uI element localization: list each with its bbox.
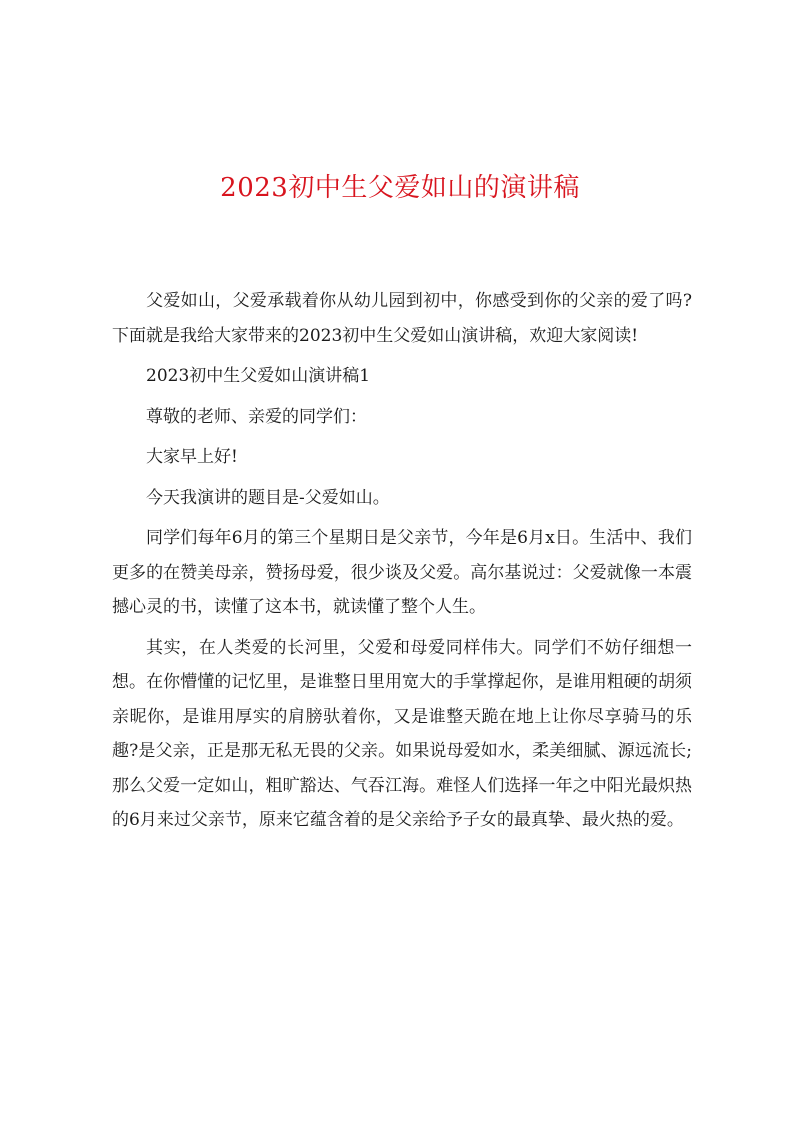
paragraph-speech-heading: 2023初中生父爱如山演讲稿1: [146, 366, 371, 386]
paragraph-good-morning: 大家早上好!: [146, 447, 238, 467]
paragraph-intro: 父爱如山，父爱承载着你从幼儿园到初中，你感受到你的父亲的爱了吗? 下面就是我给大家带来的2023初中生父爱如山演讲稿，欢迎大家阅读!: [112, 291, 692, 346]
document-title: 2023初中生父爱如山的演讲稿: [220, 173, 580, 203]
paragraph-father-love: 其实，在人类爱的长河里，父爱和母爱同样伟大。同学们不妨仔细想一想。在你懵懂的记忆里，是谁整日里用宽大的手掌撑起你，是谁用粗硬的胡须亲昵你，是谁用厚实的肩膀驮着你，又是谁整天跪在地上让你尽享骑马的乐趣?是父亲，正是那无私无畏的父亲。如果说母爱如水，柔美细腻、源远流长;那么父爱一定如山，粗旷豁达、气吞江海。难怪人们选择一年之中阳光最炽热的6月来过父亲节，原来它蕴含着的是父亲给予子女的最真挚、最火热的爱。: [112, 637, 692, 830]
paragraph-topic: 今天我演讲的题目是-父爱如山。: [146, 487, 390, 508]
paragraph-greeting: 尊敬的老师、亲爱的同学们：: [146, 406, 367, 427]
paragraph-fathers-day: 同学们每年6月的第三个星期日是父亲节，今年是6月x日。生活中、我们更多的在赞美母亲，赞扬母爱，很少谈及父爱。高尔基说过：父爱就像一本震撼心灵的书，读懂了这本书，就读懂了整个人生。: [112, 528, 692, 617]
document-body: [112, 284, 692, 838]
